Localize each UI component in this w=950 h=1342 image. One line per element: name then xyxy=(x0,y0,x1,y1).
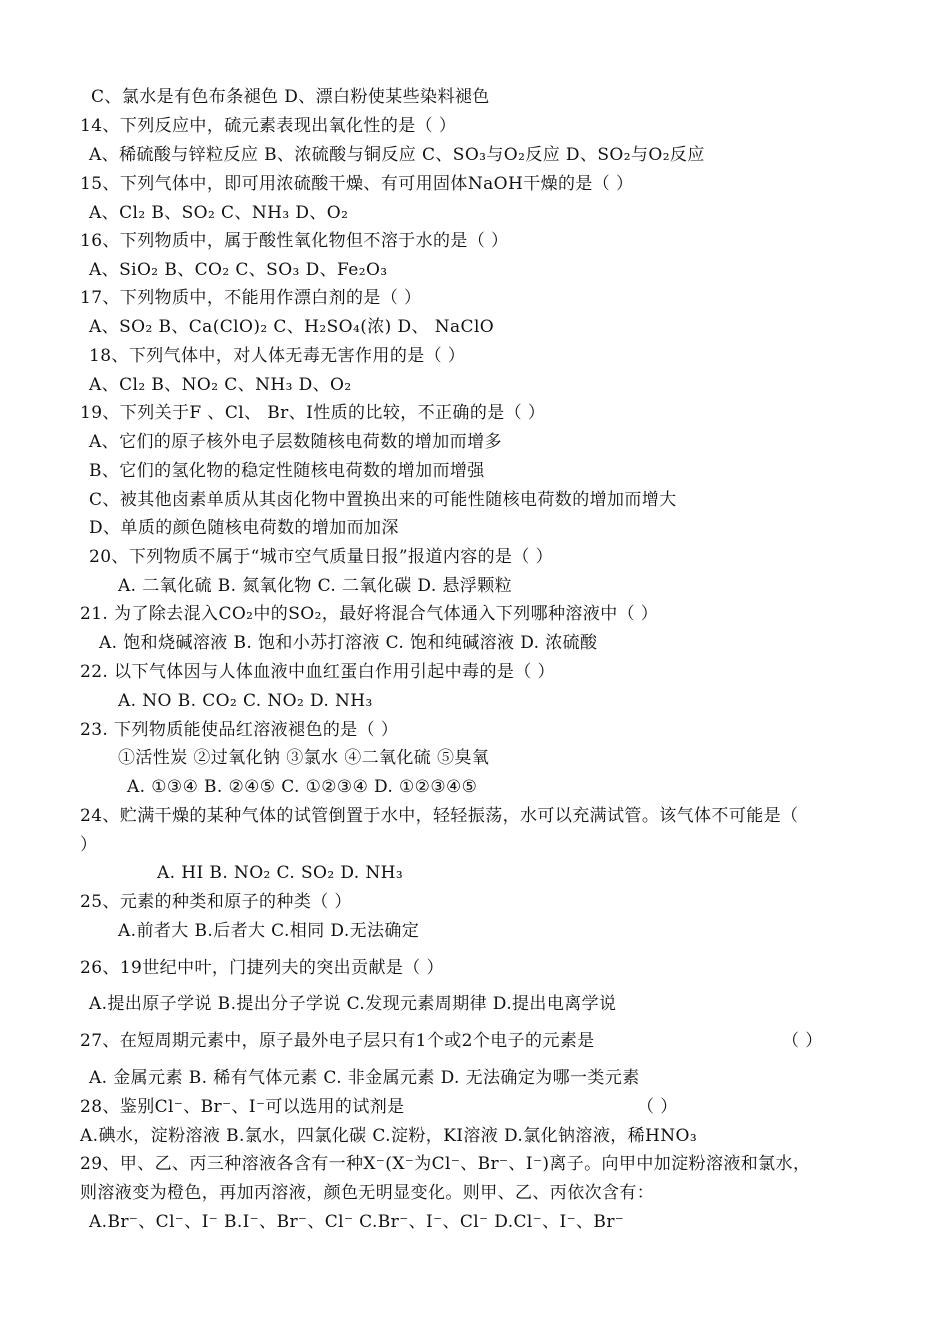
question-16: 16、下列物质中，属于酸性氧化物但不溶于水的是（ ） xyxy=(80,231,509,251)
options-21: A. 饱和烧碱溶液 B. 饱和小苏打溶液 C. 饱和纯碱溶液 D. 浓硫酸 xyxy=(99,633,598,653)
answer-bracket-28: （ ） xyxy=(637,1097,678,1117)
question-24: 24、贮满干燥的某种气体的试管倒置于水中，轻轻振荡，水可以充满试管。该气体不可能是（ xyxy=(80,806,799,826)
question-19: 19、下列关于F 、Cl、 Br、I性质的比较，不正确的是（ ） xyxy=(80,403,546,423)
question-29: 29、甲、乙、丙三种溶液各含有一种X⁻(X⁻为Cl⁻、Br⁻、I⁻)离子。向甲中加淀粉溶液和氯水， xyxy=(80,1154,811,1174)
substances-23: ①活性炭 ②过氧化钠 ③氯水 ④二氧化硫 ⑤臭氧 xyxy=(118,748,490,768)
options-16: A、SiO₂ B、CO₂ C、SO₃ D、Fe₂O₃ xyxy=(89,260,388,280)
question-20: 20、下列物质不属于“城市空气质量日报”报道内容的是（ ） xyxy=(89,547,554,567)
question-17: 17、下列物质中，不能用作漂白剂的是（ ） xyxy=(80,288,422,308)
options-24: A. HI B. NO₂ C. SO₂ D. NH₃ xyxy=(157,863,404,883)
options-27: A. 金属元素 B. 稀有气体元素 C. 非金属元素 D. 无法确定为哪一类元素 xyxy=(89,1068,640,1088)
option-line: C、氯水是有色布条褪色 D、漂白粉使某些染料褪色 xyxy=(91,87,490,107)
question-28: 28、鉴别Cl⁻、Br⁻、I⁻可以选用的试剂是 xyxy=(80,1097,405,1117)
question-27: 27、在短周期元素中，原子最外电子层只有1个或2个电子的元素是 xyxy=(80,1031,595,1051)
question-25: 25、元素的种类和原子的种类（ ） xyxy=(80,892,352,912)
options-23: A. ①③④ B. ②④⑤ C. ①②③④ D. ①②③④⑤ xyxy=(127,777,478,797)
question-23: 23. 下列物质能使品红溶液褪色的是（ ） xyxy=(80,720,399,740)
question-14: 14、下列反应中，硫元素表现出氧化性的是（ ） xyxy=(80,116,457,136)
options-20: A. 二氧化硫 B. 氮氧化物 C. 二氧化碳 D. 悬浮颗粒 xyxy=(118,576,513,596)
option-19-d: D、单质的颜色随核电荷数的增加而加深 xyxy=(89,518,399,538)
options-29: A.Br⁻、Cl⁻、I⁻ B.I⁻、Br⁻、Cl⁻ C.Br⁻、I⁻、Cl⁻ D.Cl⁻、I⁻、Br⁻ xyxy=(89,1212,625,1232)
question-21: 21. 为了除去混入CO₂中的SO₂，最好将混合气体通入下列哪种溶液中（ ） xyxy=(80,604,659,624)
options-15: A、Cl₂ B、SO₂ C、NH₃ D、O₂ xyxy=(89,203,349,223)
options-26: A.提出原子学说 B.提出分子学说 C.发现元素周期律 D.提出电离学说 xyxy=(89,994,617,1014)
answer-bracket-27: （ ） xyxy=(782,1031,823,1051)
question-18: 18、下列气体中，对人体无毒无害作用的是（ ） xyxy=(89,346,466,366)
options-22: A. NO B. CO₂ C. NO₂ D. NH₃ xyxy=(118,691,373,711)
question-29-continued: 则溶液变为橙色，再加丙溶液，颜色无明显变化。则甲、乙、丙依次含有： xyxy=(80,1183,655,1203)
question-15: 15、下列气体中，即可用浓硫酸干燥、有可用固体NaOH干燥的是（ ） xyxy=(80,174,634,194)
option-19-a: A、它们的原子核外电子层数随核电荷数的增加而增多 xyxy=(89,432,502,452)
question-24-continued: ） xyxy=(80,835,98,855)
options-25: A.前者大 B.后者大 C.相同 D.无法确定 xyxy=(118,921,420,941)
question-22: 22. 以下气体因与人体血液中血红蛋白作用引起中毒的是（ ） xyxy=(80,662,555,682)
question-26: 26、19世纪中叶，门捷列夫的突出贡献是（ ） xyxy=(80,958,444,978)
option-19-c: C、被其他卤素单质从其卤化物中置换出来的可能性随核电荷数的增加而增大 xyxy=(89,490,677,510)
options-18: A、Cl₂ B、NO₂ C、NH₃ D、O₂ xyxy=(89,375,352,395)
option-19-b: B、它们的氢化物的稳定性随核电荷数的增加而增强 xyxy=(89,461,485,481)
options-14: A、稀硫酸与锌粒反应 B、浓硫酸与铜反应 C、SO₃与O₂反应 D、SO₂与O₂反应 xyxy=(89,145,705,165)
options-17: A、SO₂ B、Ca(ClO)₂ C、H₂SO₄(浓) D、 NaClO xyxy=(89,317,495,337)
options-28: A.碘水，淀粉溶液 B.氯水，四氯化碳 C.淀粉，KI溶液 D.氯化钠溶液，稀HNO₃ xyxy=(80,1126,698,1146)
